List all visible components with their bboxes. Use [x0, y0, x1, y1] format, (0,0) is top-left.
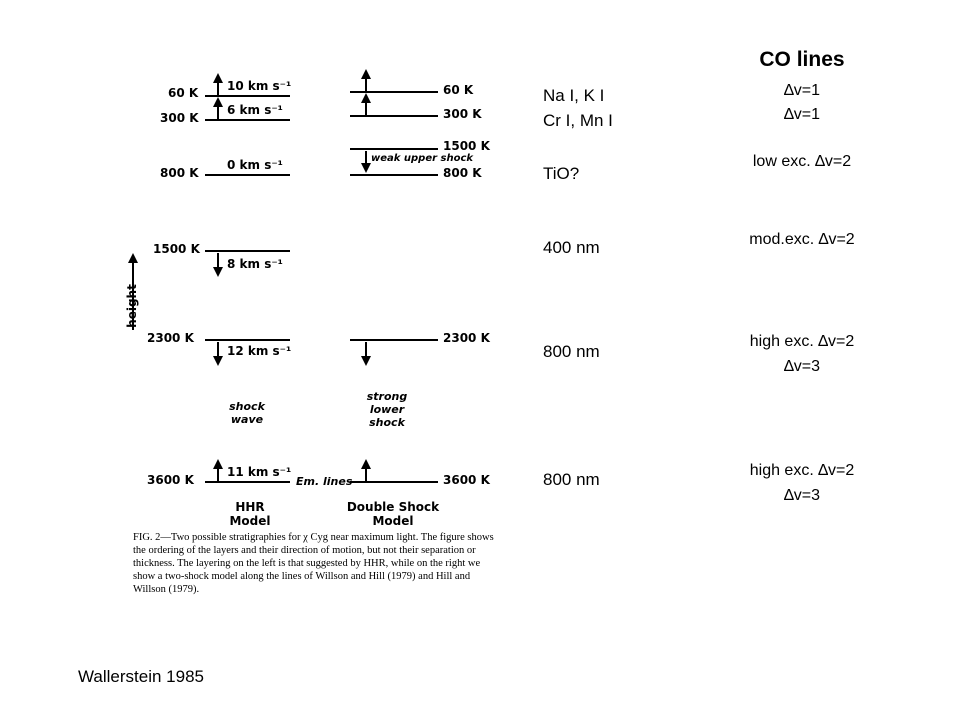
co-line-item: low exc. ∆v=2	[752, 153, 852, 170]
em-lines-label: Em. lines	[296, 475, 353, 488]
strong-shock-label: strong lower shock	[366, 390, 408, 429]
right-temp-label: 300 K	[443, 107, 482, 121]
co-line-item: high exc. ∆v=2	[749, 462, 855, 479]
left-velocity-label: 10 km s⁻¹	[227, 79, 292, 93]
left-velocity-label: 6 km s⁻¹	[227, 103, 283, 117]
left-temp-label: 60 K	[168, 86, 199, 100]
double-shock-model-label: Double Shock Model	[346, 500, 440, 528]
left-velocity-label: 11 km s⁻¹	[227, 465, 292, 479]
co-line-item: ∆v=1	[783, 106, 821, 123]
right-temp-label: 1500 K	[443, 139, 490, 153]
left-temp-label: 800 K	[160, 166, 199, 180]
left-temp-label: 2300 K	[147, 331, 194, 345]
left-temp-label: 300 K	[160, 111, 199, 125]
citation: Wallerstein 1985	[78, 667, 204, 686]
left-temp-label: 3600 K	[147, 473, 194, 487]
co-lines-title: CO lines	[759, 48, 845, 71]
left-velocity-label: 8 km s⁻¹	[227, 257, 283, 271]
right-temp-label: 3600 K	[443, 473, 490, 487]
co-line-item: mod.exc. ∆v=2	[749, 231, 855, 248]
right-temp-label: 2300 K	[443, 331, 490, 345]
shock-wave-label: shock wave	[229, 400, 265, 426]
co-line-item: ∆v=3	[783, 487, 821, 504]
left-temp-label: 1500 K	[153, 242, 200, 256]
species-label: Na I, K I	[543, 86, 605, 105]
co-line-item: ∆v=3	[783, 358, 821, 375]
weak-shock-label: weak upper shock	[371, 153, 474, 164]
wavelength-label: 400 nm	[543, 238, 600, 257]
right-temp-label: 60 K	[443, 83, 474, 97]
wavelength-label: 800 nm	[543, 342, 600, 361]
height-label: height	[125, 284, 139, 328]
species-label: TiO?	[543, 164, 580, 183]
co-line-item: ∆v=1	[783, 82, 821, 99]
figure-caption: FIG. 2—Two possible stratigraphies for χ Cyg near maximum light. The figure shows the ordering of the layers and their direction of motion, but not their separation or thickness. The layering on the left is that suggested by HHR, while on the right we show a two-shock model along the lines of Willson and Hill (1979) and Hill and Willson (1979).	[133, 532, 494, 595]
co-line-item: high exc. ∆v=2	[749, 333, 855, 350]
left-velocity-label: 0 km s⁻¹	[227, 158, 283, 172]
wavelength-label: 800 nm	[543, 470, 600, 489]
species-label: Cr I, Mn I	[543, 111, 613, 130]
hhr-model-label: HHR Model	[229, 500, 271, 528]
left-velocity-label: 12 km s⁻¹	[227, 344, 292, 358]
right-temp-label: 800 K	[443, 166, 482, 180]
